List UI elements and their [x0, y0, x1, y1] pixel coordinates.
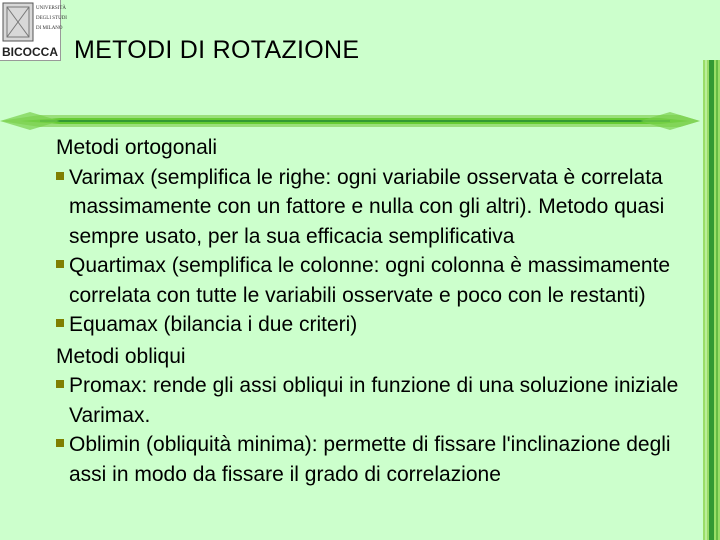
logo-text-4: BICOCCA	[2, 45, 58, 59]
section-heading-orthogonal: Metodi ortogonali	[56, 136, 218, 159]
list-item-text: Equamax (bilancia i due criteri)	[69, 313, 358, 336]
logo-text-2: DEGLI STUDI	[36, 16, 67, 21]
list-item-quartimax	[56, 251, 706, 310]
list-item-text: Promax: rende gli assi obliqui in funzione di una soluzione iniziale Varimax.	[69, 374, 679, 427]
list-item-equamax	[56, 310, 706, 340]
logo-text-1: UNIVERSITÀ	[36, 6, 66, 11]
list-item-promax	[56, 371, 706, 430]
slide-body	[56, 133, 706, 489]
logo-text-3: DI MILANO	[36, 26, 63, 31]
list-item-oblimin	[56, 430, 706, 489]
list-item-text: Varimax (semplifica le righe: ogni variabile osservata è correlata massimamente con un fattore e nulla con gli altri). Metodo quasi sempre usato, per la sua efficacia semplificativa	[69, 165, 665, 248]
list-item-text: Quartimax (semplifica le colonne: ogni colonna è massimamente correlata con tutte le variabili osservate e poco con le restanti)	[69, 254, 671, 307]
bullet-icon	[56, 319, 64, 327]
section-heading-oblique: Metodi obliqui	[56, 344, 186, 368]
bullet-icon	[56, 172, 64, 180]
bullet-icon	[56, 380, 64, 388]
university-logo	[0, 0, 67, 61]
slide-title: METODI DI ROTAZIONE	[74, 36, 360, 64]
list-item-varimax	[56, 163, 706, 252]
bullet-icon	[56, 439, 64, 447]
decorative-divider	[0, 106, 700, 136]
list-item-text: Oblimin (obliquità minima): permette di fissare l'inclinazione degli assi in modo da fissare il grado di correlazione	[69, 433, 671, 486]
bullet-icon	[56, 260, 64, 268]
